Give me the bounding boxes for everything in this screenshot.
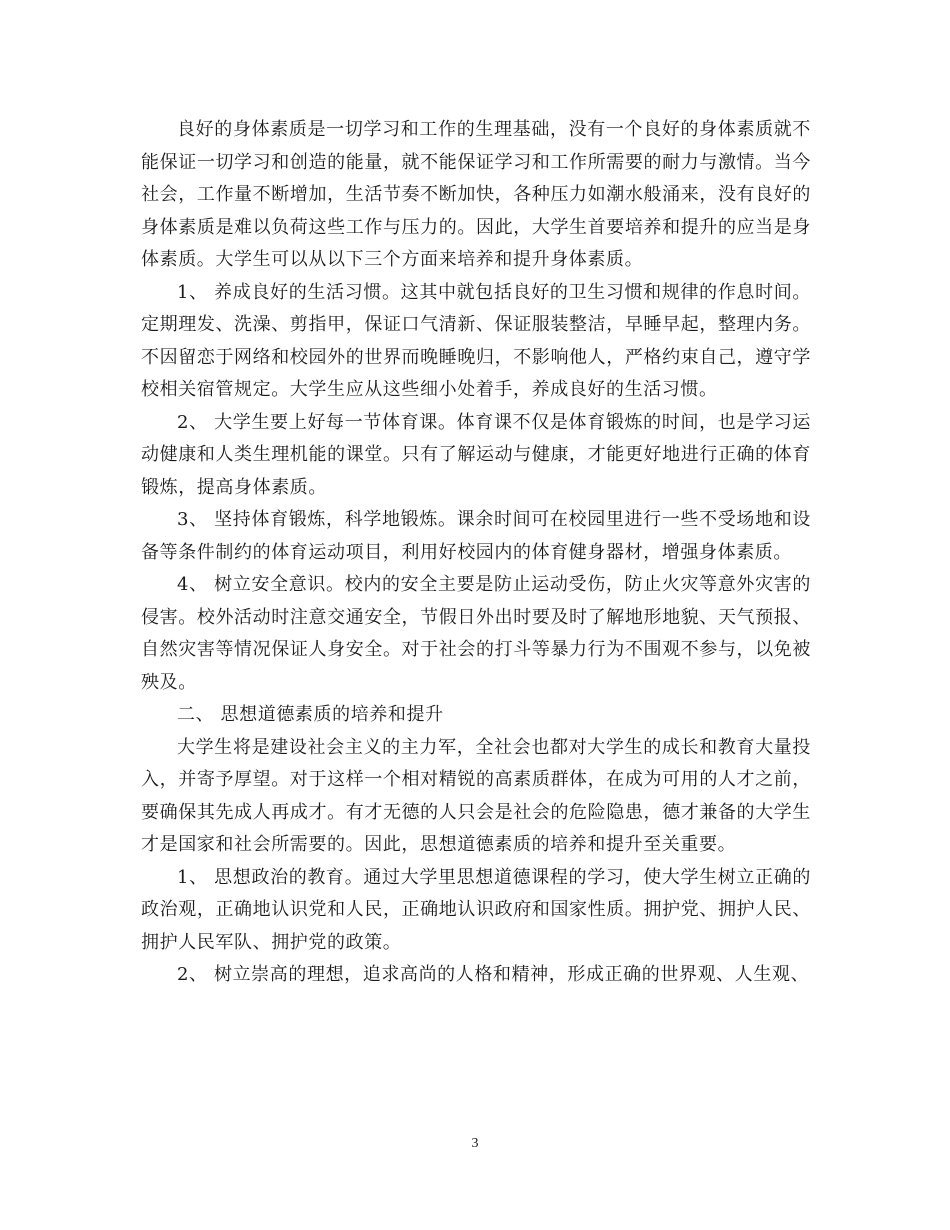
paragraph-moral-quality-intro: 大学生将是建设社会主义的主力军，全社会也都对大学生的成长和教育大量投入，并寄予厚望。对于这样一个相对精锐的高素质群体，在成为可用的人才之前，要确保其先成人再成才。有才无德的人只会是社会的危险隐患，德才兼备的大学生才是国家和社会所需要的。因此，思想道德素质的培养和提升至关重要。 [141, 736, 811, 855]
paragraph-ideals: 2、 树立崇高的理想，追求高尚的人格和精神，形成正确的世界观、人生观、 [177, 964, 810, 985]
section-heading-moral-quality: 二、 思想道德素质的培养和提升 [177, 704, 444, 725]
document-body [141, 114, 811, 992]
paragraph-exercise: 3、 坚持体育锻炼，科学地锻炼。课余时间可在校园里进行一些不受场地和设备等条件制约的体育运动项目，利用好校园内的体育健身器材，增强身体素质。 [141, 509, 811, 563]
paragraph-safety-awareness: 4、 树立安全意识。校内的安全主要是防止运动受伤，防止火灾等意外灾害的侵害。校外活动时注意交通安全，节假日外出时要及时了解地形地貌、天气预报、自然灾害等情况保证人身安全。对于社会的打斗等暴力行为不围观不参与，以免被殃及。 [141, 574, 811, 693]
page-number: 3 [471, 1136, 479, 1151]
paragraph-political-education: 1、 思想政治的教育。通过大学里思想道德课程的学习，使大学生树立正确的政治观，正确地认识党和人民，正确地认识政府和国家性质。拥护党、拥护人民、拥护人民军队、拥护党的政策。 [141, 866, 811, 953]
paragraph-living-habits: 1、 养成良好的生活习惯。这其中就包括良好的卫生习惯和规律的作息时间。定期理发、洗澡、剪指甲，保证口气清新、保证服装整洁，早睡早起，整理内务。不因留恋于网络和校园外的世界而晚睡晚归，不影响他人，严格约束自己，遵守学校相关宿管规定。大学生应从这些细小处着手，养成良好的生活习惯。 [141, 281, 811, 400]
paragraph-physical-quality-intro: 良好的身体素质是一切学习和工作的生理基础，没有一个良好的身体素质就不能保证一切学习和创造的能量，就不能保证学习和工作所需要的耐力与激情。当今社会，工作量不断增加，生活节奏不断加快，各种压力如潮水般涌来，没有良好的身体素质是难以负荷这些工作与压力的。因此，大学生首要培养和提升的应当是身体素质。大学生可以从以下三个方面来培养和提升身体素质。 [141, 119, 811, 270]
paragraph-pe-class: 2、 大学生要上好每一节体育课。体育课不仅是体育锻炼的时间，也是学习运动健康和人类生理机能的课堂。只有了解运动与健康，才能更好地进行正确的体育锻炼，提高身体素质。 [141, 411, 811, 498]
